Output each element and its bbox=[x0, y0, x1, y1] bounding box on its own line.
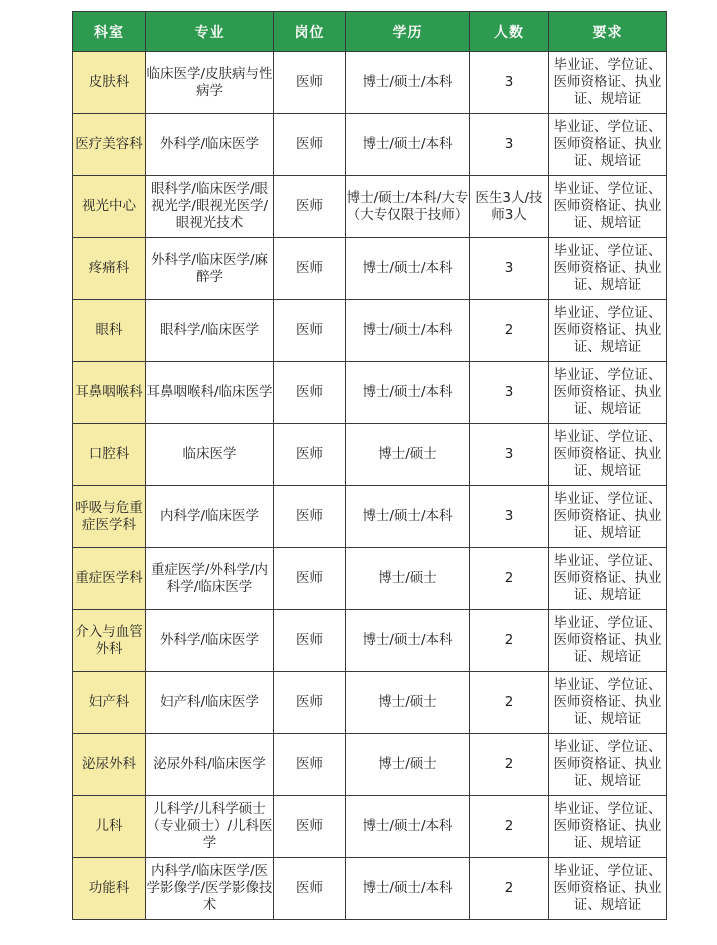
dept-cell: 疼痛科 bbox=[73, 238, 146, 300]
requirements-cell: 毕业证、学位证、医师资格证、执业证、规培证 bbox=[549, 176, 667, 238]
dept-cell: 视光中心 bbox=[73, 176, 146, 238]
education-cell: 博士/硕士/本科 bbox=[346, 52, 470, 114]
count-cell: 3 bbox=[470, 52, 549, 114]
requirements-cell: 毕业证、学位证、医师资格证、执业证、规培证 bbox=[549, 548, 667, 610]
dept-cell: 重症医学科 bbox=[73, 548, 146, 610]
post-cell: 医师 bbox=[274, 362, 346, 424]
header-post: 岗位 bbox=[274, 12, 346, 52]
requirements-cell: 毕业证、学位证、医师资格证、执业证、规培证 bbox=[549, 362, 667, 424]
table-row bbox=[73, 610, 667, 672]
post-cell: 医师 bbox=[274, 238, 346, 300]
count-cell: 医生3人/技师3人 bbox=[470, 176, 549, 238]
table-row bbox=[73, 300, 667, 362]
major-cell: 临床医学 bbox=[146, 424, 274, 486]
table-row bbox=[73, 238, 667, 300]
table-row bbox=[73, 114, 667, 176]
post-cell: 医师 bbox=[274, 114, 346, 176]
education-cell: 博士/硕士/本科/大专（大专仅限于技师） bbox=[346, 176, 470, 238]
education-cell: 博士/硕士 bbox=[346, 548, 470, 610]
requirements-cell: 毕业证、学位证、医师资格证、执业证、规培证 bbox=[549, 424, 667, 486]
post-cell: 医师 bbox=[274, 548, 346, 610]
major-cell: 外科学/临床医学 bbox=[146, 114, 274, 176]
major-cell: 外科学/临床医学 bbox=[146, 610, 274, 672]
education-cell: 博士/硕士/本科 bbox=[346, 796, 470, 858]
count-cell: 3 bbox=[470, 424, 549, 486]
requirements-cell: 毕业证、学位证、医师资格证、执业证、规培证 bbox=[549, 52, 667, 114]
major-cell: 妇产科/临床医学 bbox=[146, 672, 274, 734]
post-cell: 医师 bbox=[274, 858, 346, 920]
major-cell: 耳鼻咽喉科/临床医学 bbox=[146, 362, 274, 424]
post-cell: 医师 bbox=[274, 52, 346, 114]
header-education: 学历 bbox=[346, 12, 470, 52]
table-row bbox=[73, 796, 667, 858]
dept-cell: 儿科 bbox=[73, 796, 146, 858]
table-row bbox=[73, 858, 667, 920]
dept-cell: 泌尿外科 bbox=[73, 734, 146, 796]
table-row bbox=[73, 486, 667, 548]
count-cell: 2 bbox=[470, 672, 549, 734]
major-cell: 重症医学/外科学/内科学/临床医学 bbox=[146, 548, 274, 610]
table-row bbox=[73, 52, 667, 114]
major-cell: 内科学/临床医学/医学影像学/医学影像技术 bbox=[146, 858, 274, 920]
requirements-cell: 毕业证、学位证、医师资格证、执业证、规培证 bbox=[549, 300, 667, 362]
table-row bbox=[73, 176, 667, 238]
major-cell: 儿科学/儿科学硕士（专业硕士）/儿科医学 bbox=[146, 796, 274, 858]
education-cell: 博士/硕士/本科 bbox=[346, 858, 470, 920]
education-cell: 博士/硕士/本科 bbox=[346, 610, 470, 672]
education-cell: 博士/硕士/本科 bbox=[346, 486, 470, 548]
count-cell: 3 bbox=[470, 486, 549, 548]
table-row bbox=[73, 734, 667, 796]
post-cell: 医师 bbox=[274, 672, 346, 734]
recruitment-table bbox=[72, 11, 667, 920]
major-cell: 眼科学/临床医学 bbox=[146, 300, 274, 362]
count-cell: 2 bbox=[470, 610, 549, 672]
post-cell: 医师 bbox=[274, 734, 346, 796]
count-cell: 2 bbox=[470, 734, 549, 796]
header-dept: 科室 bbox=[73, 12, 146, 52]
count-cell: 2 bbox=[470, 796, 549, 858]
post-cell: 医师 bbox=[274, 610, 346, 672]
header-major: 专业 bbox=[146, 12, 274, 52]
major-cell: 临床医学/皮肤病与性病学 bbox=[146, 52, 274, 114]
education-cell: 博士/硕士/本科 bbox=[346, 238, 470, 300]
dept-cell: 耳鼻咽喉科 bbox=[73, 362, 146, 424]
dept-cell: 呼吸与危重症医学科 bbox=[73, 486, 146, 548]
post-cell: 医师 bbox=[274, 424, 346, 486]
major-cell: 外科学/临床医学/麻醉学 bbox=[146, 238, 274, 300]
requirements-cell: 毕业证、学位证、医师资格证、执业证、规培证 bbox=[549, 858, 667, 920]
table-row bbox=[73, 548, 667, 610]
post-cell: 医师 bbox=[274, 176, 346, 238]
dept-cell: 皮肤科 bbox=[73, 52, 146, 114]
requirements-cell: 毕业证、学位证、医师资格证、执业证、规培证 bbox=[549, 796, 667, 858]
major-cell: 泌尿外科/临床医学 bbox=[146, 734, 274, 796]
count-cell: 2 bbox=[470, 300, 549, 362]
count-cell: 3 bbox=[470, 238, 549, 300]
dept-cell: 功能科 bbox=[73, 858, 146, 920]
major-cell: 眼科学/临床医学/眼视光学/眼视光医学/眼视光技术 bbox=[146, 176, 274, 238]
post-cell: 医师 bbox=[274, 796, 346, 858]
dept-cell: 介入与血管外科 bbox=[73, 610, 146, 672]
education-cell: 博士/硕士/本科 bbox=[346, 362, 470, 424]
dept-cell: 口腔科 bbox=[73, 424, 146, 486]
count-cell: 3 bbox=[470, 362, 549, 424]
education-cell: 博士/硕士 bbox=[346, 734, 470, 796]
dept-cell: 妇产科 bbox=[73, 672, 146, 734]
requirements-cell: 毕业证、学位证、医师资格证、执业证、规培证 bbox=[549, 114, 667, 176]
dept-cell: 医疗美容科 bbox=[73, 114, 146, 176]
table-row bbox=[73, 672, 667, 734]
requirements-cell: 毕业证、学位证、医师资格证、执业证、规培证 bbox=[549, 486, 667, 548]
header-count: 人数 bbox=[470, 12, 549, 52]
header-requirements: 要求 bbox=[549, 12, 667, 52]
post-cell: 医师 bbox=[274, 300, 346, 362]
table-row bbox=[73, 424, 667, 486]
dept-cell: 眼科 bbox=[73, 300, 146, 362]
count-cell: 2 bbox=[470, 858, 549, 920]
count-cell: 3 bbox=[470, 114, 549, 176]
table-row bbox=[73, 362, 667, 424]
education-cell: 博士/硕士 bbox=[346, 672, 470, 734]
count-cell: 2 bbox=[470, 548, 549, 610]
education-cell: 博士/硕士/本科 bbox=[346, 300, 470, 362]
education-cell: 博士/硕士/本科 bbox=[346, 114, 470, 176]
requirements-cell: 毕业证、学位证、医师资格证、执业证、规培证 bbox=[549, 238, 667, 300]
post-cell: 医师 bbox=[274, 486, 346, 548]
requirements-cell: 毕业证、学位证、医师资格证、执业证、规培证 bbox=[549, 734, 667, 796]
requirements-cell: 毕业证、学位证、医师资格证、执业证、规培证 bbox=[549, 672, 667, 734]
major-cell: 内科学/临床医学 bbox=[146, 486, 274, 548]
header-row bbox=[73, 12, 667, 52]
education-cell: 博士/硕士 bbox=[346, 424, 470, 486]
requirements-cell: 毕业证、学位证、医师资格证、执业证、规培证 bbox=[549, 610, 667, 672]
